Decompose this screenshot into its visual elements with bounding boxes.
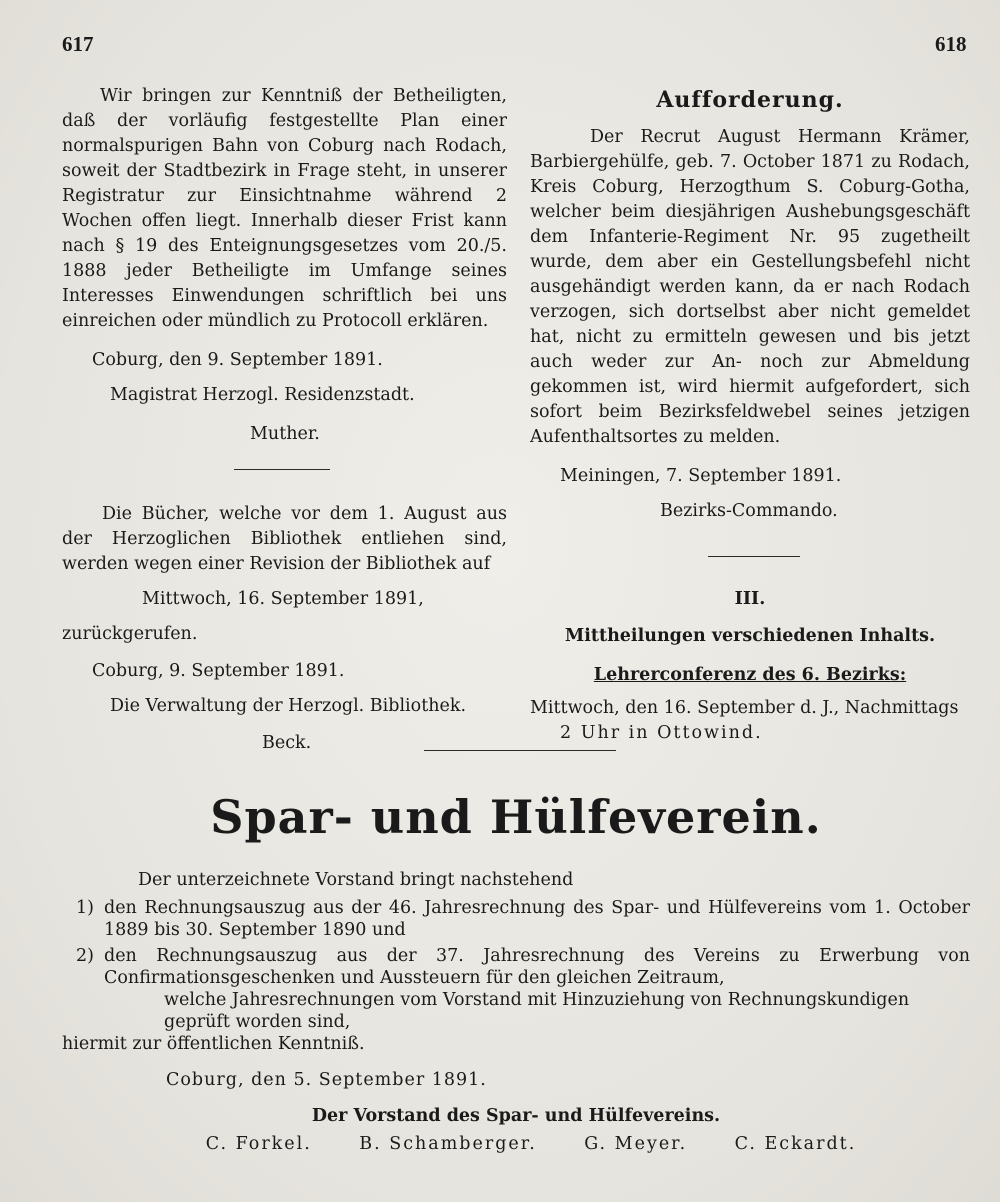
signatory: C. Eckardt.: [734, 1134, 857, 1154]
conference-date-line: Mittwoch, den 16. September d. J., Nachmittags: [530, 698, 959, 718]
conference-title: Lehrerconferenz des 6. Bezirks:: [593, 665, 907, 685]
library-notice-date: Mittwoch, 16. September 1891,: [142, 589, 424, 609]
library-notice-recalled: zurückgerufen.: [62, 624, 198, 644]
section-number: III.: [734, 589, 766, 609]
association-title: Spar- und Hülfeverein.: [210, 790, 822, 844]
summons-place-date: Meiningen, 7. September 1891.: [560, 466, 842, 486]
library-notice-place-date: Coburg, 9. September 1891.: [92, 661, 345, 681]
separator-rule-bottom: [424, 750, 616, 751]
list-item-number: 1): [76, 898, 94, 918]
list-item-text: den Rechnungsauszug aus der 37. Jahresrechnung des Vereins zu Erwerbung von Confirmationsgeschenken und Aussteuern für den gleichen Zeitraum,: [104, 946, 970, 988]
left-column: [62, 84, 507, 756]
list-item-text: den Rechnungsauszug aus der 46. Jahresrechnung des Spar- und Hülfevereins vom 1. October 1889 bis 30. September 1890 und: [104, 898, 970, 940]
summons-title: Aufforderung.: [656, 87, 844, 113]
savings-association-notice: [62, 750, 970, 1155]
association-place-date: Coburg, den 5. September 1891.: [166, 1070, 487, 1090]
plan-notice-body: Wir bringen zur Kenntniß der Betheiligten, daß der vorläufig festgestellte Plan einer normalspurigen Bahn von Coburg nach Rodach, soweit der Stadtbezirk in Frage steht, in unserer Registratur zur Einsichtnahme während 2 Wochen offen liegt. Innerhalb dieser Frist kann nach § 19 des Enteignungsgesetzes vom 20./5. 1888 jeder Betheiligte im Umfange seines Interesses Einwendungen schriftlich bei uns einreichen oder mündlich zu Protocoll erklären.: [62, 86, 507, 331]
association-continuation: welche Jahresrechnungen vom Vorstand mit Hinzuziehung von Rechnungskundigen geprüft worden sind,: [164, 990, 910, 1032]
signatory: G. Meyer.: [584, 1134, 688, 1154]
association-closing: hiermit zur öffentlichen Kenntniß.: [62, 1034, 365, 1054]
plan-notice-place-date: Coburg, den 9. September 1891.: [92, 350, 383, 370]
right-column: [530, 84, 970, 746]
page-number-left: 617: [62, 32, 94, 56]
association-board: Der Vorstand des Spar- und Hülfevereins.: [311, 1106, 721, 1126]
signatory: C. Forkel.: [205, 1134, 312, 1154]
separator-rule-right: [708, 556, 800, 557]
section-title: Mittheilungen verschiedenen Inhalts.: [564, 626, 936, 646]
library-notice-authority: Die Verwaltung der Herzogl. Bibliothek.: [110, 696, 467, 716]
list-item: [62, 945, 970, 989]
list-item-number: 2): [76, 946, 94, 966]
page-number-right: 618: [935, 32, 967, 56]
plan-notice-authority: Magistrat Herzogl. Residenzstadt.: [110, 385, 415, 405]
list-item: [62, 897, 970, 941]
signatories: [62, 1133, 970, 1155]
library-notice-body: Die Bücher, welche vor dem 1. August aus der Herzoglichen Bibliothek entliehen sind, werden wegen einer Revision der Bibliothek auf: [62, 504, 507, 574]
summons-authority: Bezirks-Commando.: [660, 501, 838, 521]
library-notice-signature: Beck.: [262, 733, 312, 753]
association-intro: Der unterzeichnete Vorstand bringt nachstehend: [138, 870, 574, 890]
plan-notice-signature: Muther.: [250, 424, 320, 444]
signatory: B. Schamberger.: [359, 1134, 537, 1154]
separator-rule: [234, 469, 330, 470]
conference-time-place: 2 Uhr in Ottowind.: [560, 723, 763, 743]
summons-body: Der Recrut August Hermann Krämer, Barbiergehülfe, geb. 7. October 1871 zu Rodach, Kreis Coburg, Herzogthum S. Coburg-Gotha, welcher beim diesjährigen Aushebungsgeschäft dem Infanterie-Regiment Nr. 95 zugetheilt wurde, dem aber ein Gestellungsbefehl nicht ausgehändigt werden kann, da er nach Rodach verzogen, sich dortselbst aber nicht gemeldet hat, nicht zu ermitteln gewesen und bis jetzt auch weder zur An- noch zur Abmeldung gekommen ist, wird hiermit aufgefordert, sich sofort beim Bezirksfeldwebel seines jetzigen Aufenthaltsortes zu melden.: [530, 127, 970, 447]
